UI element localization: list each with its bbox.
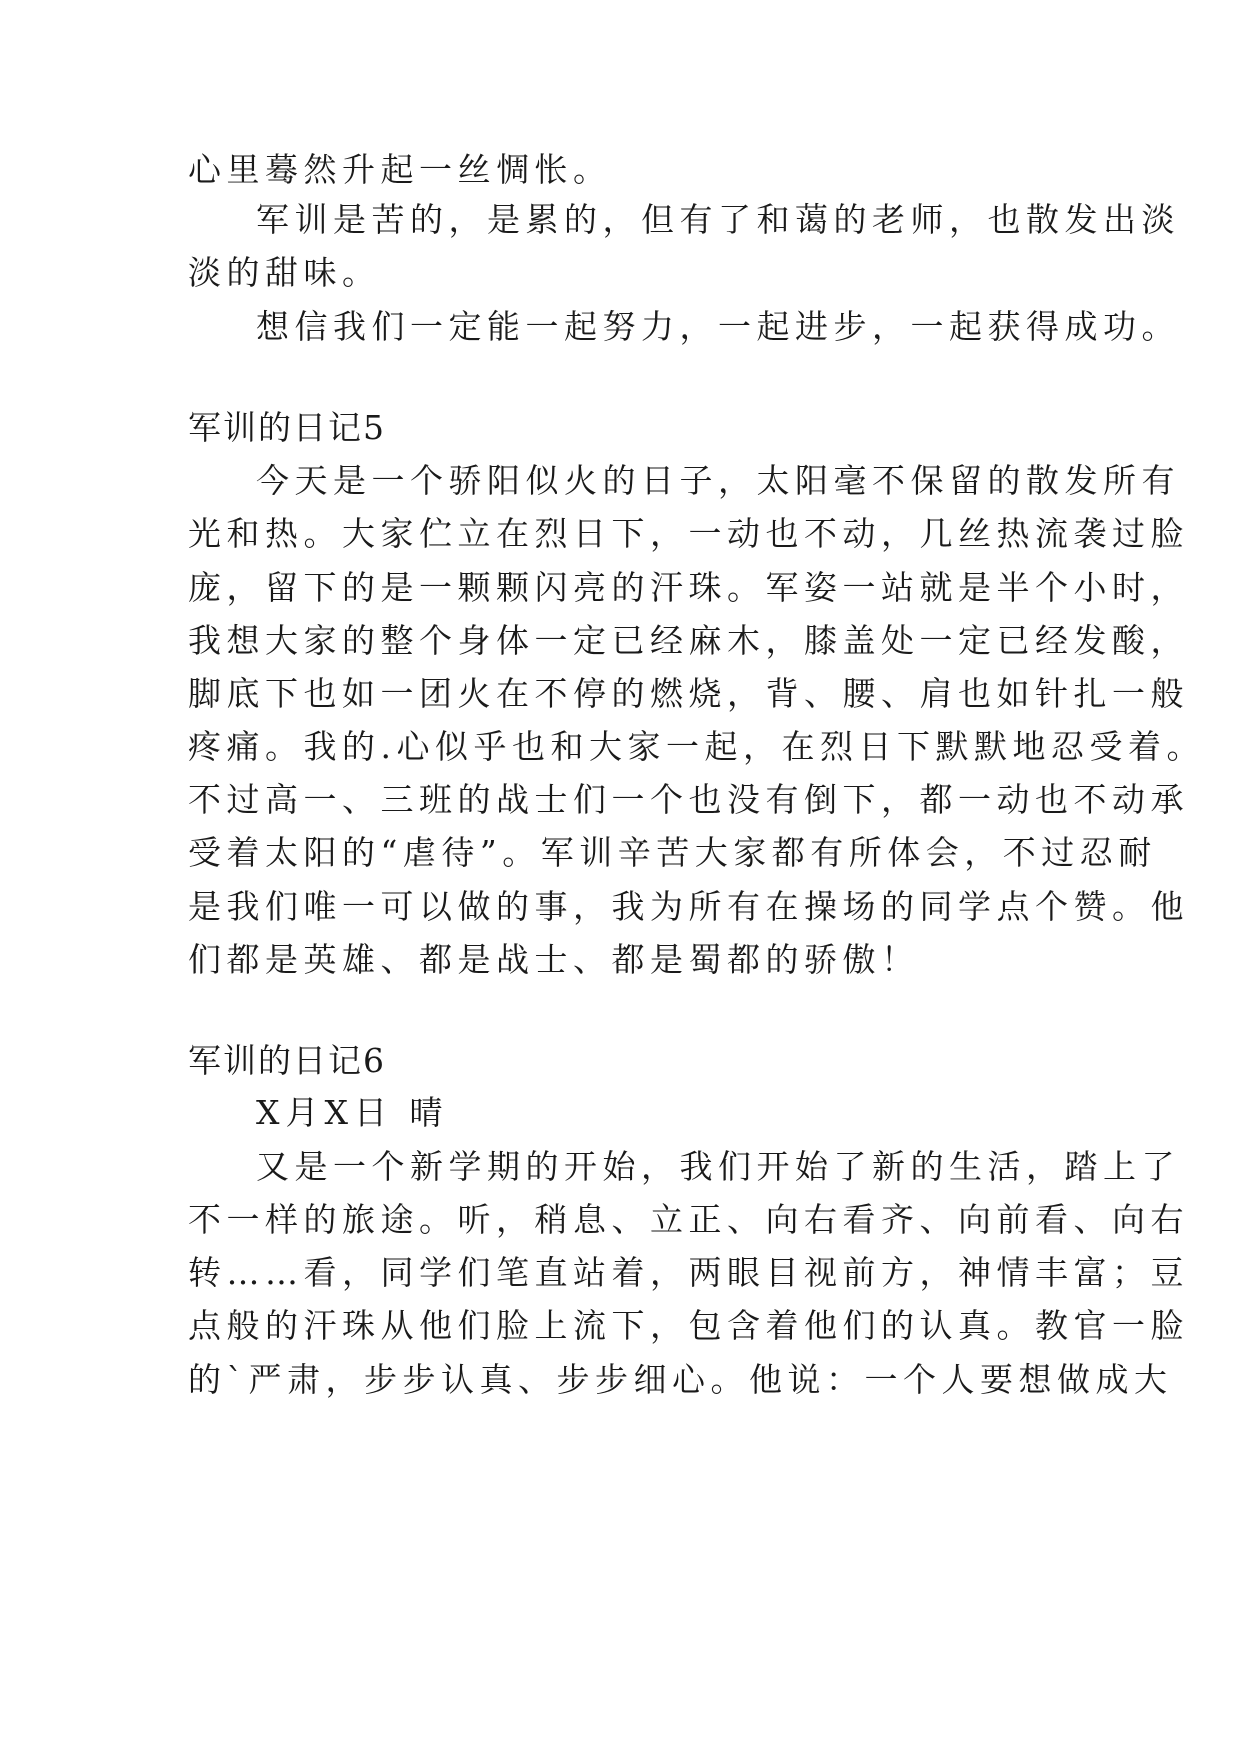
paragraph-line: 想信我们一定能一起努力，一起进步，一起获得成功。 — [256, 307, 1180, 346]
paragraph-line: 转……看，同学们笔直站着，两眼目视前方，神情丰富；豆 — [188, 1253, 1189, 1292]
paragraph-line: 疼痛。我的.心似乎也和大家一起，在烈日下默默地忍受着。 — [188, 727, 1205, 766]
paragraph-line: 不过高一、三班的战士们一个也没有倒下，都一动也不动承 — [188, 780, 1189, 819]
paragraph-line: 淡的甜味。 — [188, 253, 381, 292]
paragraph-line: 不一样的旅途。听，稍息、立正、向右看齐、向前看、向右 — [188, 1200, 1189, 1239]
paragraph-line: 点般的汗珠从他们脸上流下，包含着他们的认真。教官一脸 — [188, 1306, 1189, 1345]
paragraph-line: 们都是英雄、都是战士、都是蜀都的骄傲！ — [188, 940, 920, 979]
paragraph-line: 庞，留下的是一颗颗闪亮的汗珠。军姿一站就是半个小时， — [188, 568, 1189, 607]
paragraph-line: 是我们唯一可以做的事，我为所有在操场的同学点个赞。他 — [188, 887, 1189, 926]
paragraph-line: 军训是苦的，是累的，但有了和蔼的老师，也散发出淡 — [256, 200, 1180, 239]
paragraph-line: 的`严肃，步步认真、步步细心。他说：一个人要想做成大 — [188, 1360, 1173, 1399]
paragraph-line: 又是一个新学期的开始，我们开始了新的生活，踏上了 — [256, 1147, 1180, 1186]
paragraph-line: 光和热。大家伫立在烈日下，一动也不动，几丝热流袭过脸 — [188, 514, 1189, 553]
date-line: X月X日 晴 — [256, 1093, 449, 1132]
paragraph-line: 受着太阳的“虐待”。军训辛苦大家都有所体会，不过忍耐 — [188, 833, 1157, 872]
paragraph-line: 我想大家的整个身体一定已经麻木，膝盖处一定已经发酸， — [188, 621, 1189, 660]
paragraph-line: 今天是一个骄阳似火的日子，太阳毫不保留的散发所有 — [256, 461, 1180, 500]
paragraph-line: 心里蓦然升起一丝惆怅。 — [188, 150, 612, 189]
section-heading: 军训的日记5 — [188, 408, 386, 447]
paragraph-line: 脚底下也如一团火在不停的燃烧，背、腰、肩也如针扎一般 — [188, 674, 1189, 713]
section-heading: 军训的日记6 — [188, 1041, 386, 1080]
